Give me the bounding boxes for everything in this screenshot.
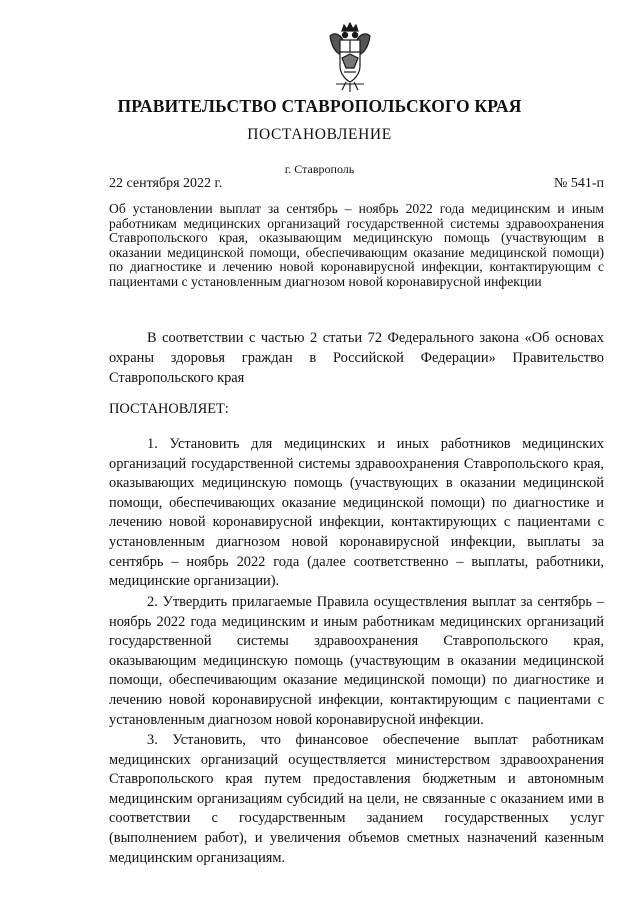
paragraph-1: 1. Установить для медицинских и иных работников медицинских организаций государственной системы здравоохранения Ставропольского края, оказывающих медицинскую помощь (участвующих в оказании медицинской помощи, обеспечивающих оказание медицинской помощи) по диагностике и лечению новой коронавирусной инфекции, контактирующих с пациентами с установленным диагнозом новой коронавирусной инфекции, выплаты за сентябрь – ноябрь 2022 года (далее соответственно – выплаты, работники, медицинские организации). [109, 436, 604, 590]
document-date: 22 сентября 2022 г. [109, 176, 223, 191]
paragraph-3: 3. Установить, что финансовое обеспечение выплат работникам медицинских организаций осуществляется министерством здравоохранения Ставропольского края путем предоставления бюджетным и автономным медицинским организациям субсидий на цели, не связанные с оказанием ими в соответствии с государственным заданием государственных услуг (выполнением работ), и увеличения объемов сметных назначений казенным медицинским организациям. [109, 732, 604, 866]
city-label: г. Ставрополь [284, 162, 355, 176]
document-subject: Об установлении выплат за сентябрь – ноябрь 2022 года медицинским и иным работникам медицинских организаций государственной системы здравоохранения Ставропольского края, оказывающим медицинскую помощь (участвующим в оказании медицинской помощи, обеспечивающим оказание медицинской помощи) по диагностике и лечению новой коронавирусной инфекции, контактирующим с пациентами с установленным диагнозом новой коронавирусной инфекции [109, 201, 604, 289]
document-type: ПОСТАНОВЛЕНИЕ [247, 126, 392, 143]
resolves-heading: ПОСТАНОВЛЯЕТ: [109, 401, 229, 417]
coat-of-arms-icon [326, 22, 374, 94]
document-number: № 541-п [553, 176, 604, 191]
government-title: ПРАВИТЕЛЬСТВО СТАВРОПОЛЬСКОГО КРАЯ [117, 96, 522, 116]
paragraph-2: 2. Утвердить прилагаемые Правила осуществления выплат за сентябрь – ноябрь 2022 года медицинским и иным работникам медицинских организаций государственной системы здравоохранения Ставропольского края, оказывающим медицинскую помощь (участвующим в оказании медицинской помощи, обеспечивающим оказание медицинской помощи) по диагностике и лечению новой коронавирусной инфекции, контактирующим с пациентами с установленным диагнозом новой коронавирусной инфекции. [109, 594, 604, 728]
preamble: В соответствии с частью 2 статьи 72 Федерального закона «Об основах охраны здоровья граждан в Российской Федерации» Правительство Ставропольского края [109, 330, 604, 386]
